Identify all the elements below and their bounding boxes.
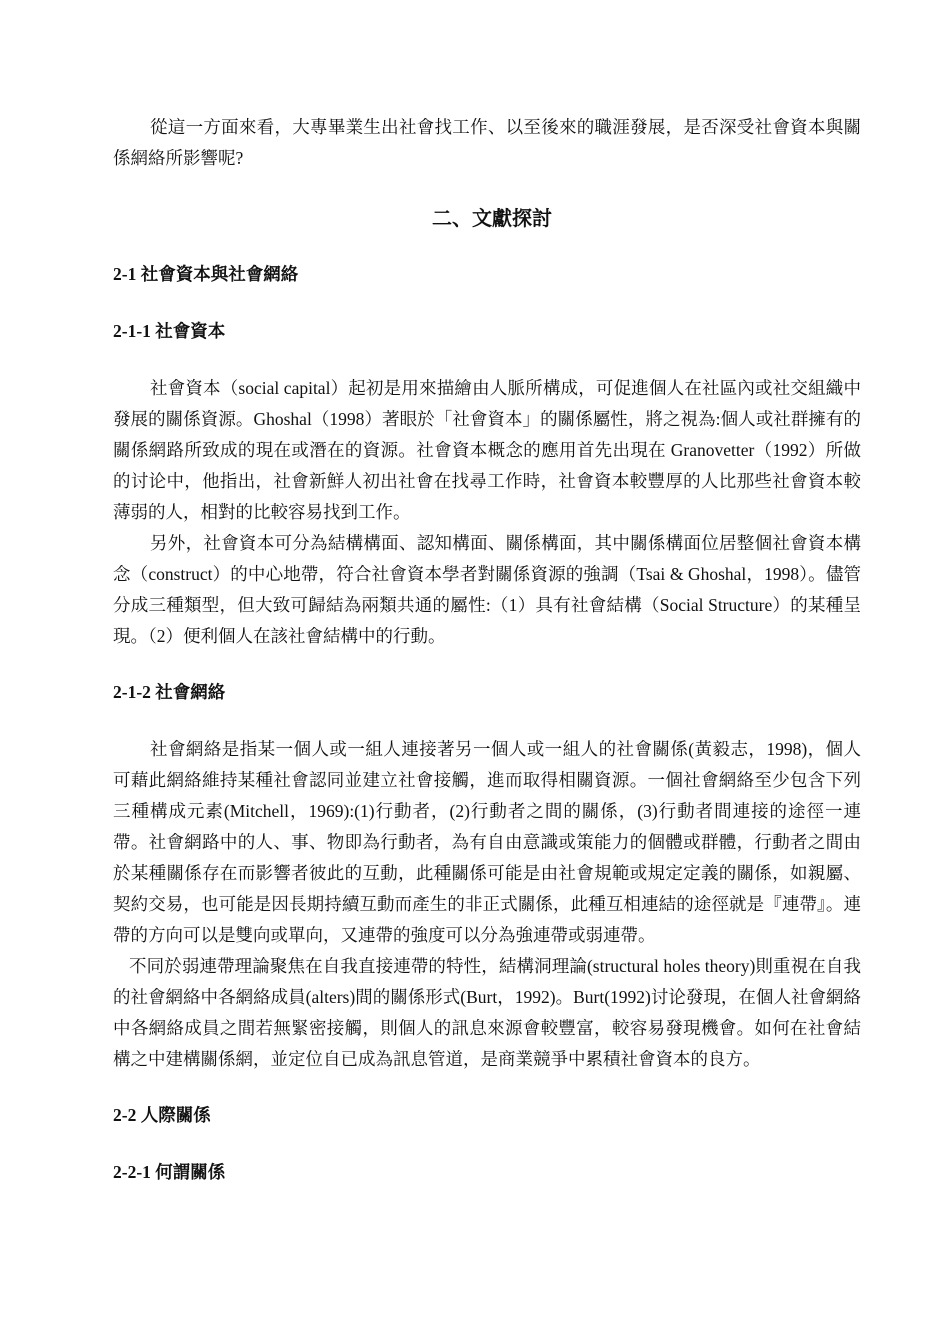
heading-2-1: 2-1 社會資本與社會網絡 bbox=[113, 264, 299, 284]
paragraph-social-capital-1: 社會資本（social capital）起初是用來描繪由人脈所構成，可促進個人在社區內或社交組織中發展的關係資源。Ghoshal（1998）著眼於「社會資本」的關係屬性，將之視為:個人或社群擁有的關係網路所致成的現在或潛在的資源。社會資本概念的應用首先出現在 Granovetter（1992）所做的讨论中，他指出，社會新鮮人初出社會在找尋工作時，社會資本較豐厚的人比那些社會資本較薄弱的人，相對的比較容易找到工作。 bbox=[113, 378, 861, 522]
document-page bbox=[113, 112, 861, 1188]
section-title: 二、文獻探討 bbox=[432, 208, 552, 230]
heading-2-1-2: 2-1-2 社會網絡 bbox=[113, 682, 226, 702]
intro-paragraph: 從這一方面來看，大專畢業生出社會找工作、以至後來的職涯發展，是否深受社會資本與關係網絡所影響呢? bbox=[113, 117, 861, 168]
heading-2-2: 2-2 人際關係 bbox=[113, 1105, 211, 1125]
heading-2-1-1: 2-1-1 社會資本 bbox=[113, 321, 226, 341]
paragraph-social-network-2: 不同於弱連帶理論聚焦在自我直接連帶的特性，結構洞理論(structural holes theory)則重視在自我的社會網絡中各網絡成員(alters)間的關係形式(Burt，1992)。Burt(1992)讨论發現，在個人社會網絡中各網絡成員之間若無緊密接觸，則個人的訊息來源會較豐富，較容易發現機會。如何在社會結構之中建構關係網，並定位自已成為訊息管道，是商業競爭中累積社會資本的良方。 bbox=[113, 956, 861, 1069]
paragraph-social-capital-2: 另外，社會資本可分為結構構面、認知構面、關係構面，其中關係構面位居整個社會資本構念（construct）的中心地帶，符合社會資本學者對關係資源的強調（Tsai & Ghoshal，1998）。儘管分成三種類型，但大致可歸結為兩類共通的屬性:（1）具有社會結構（Social Structure）的某種呈現。（2）便利個人在該社會結構中的行動。 bbox=[113, 533, 861, 646]
heading-2-2-1: 2-2-1 何謂關係 bbox=[113, 1162, 226, 1182]
paragraph-social-network-1: 社會網絡是指某一個人或一組人連接著另一個人或一組人的社會關係(黃毅志，1998)，個人可藉此網絡維持某種社會認同並建立社會接觸，進而取得相關資源。一個社會網絡至少包含下列三種構成元素(Mitchell，1969):(1)行動者，(2)行動者之間的關係，(3)行動者間連接的途徑一連帶。社會網路中的人、事、物即為行動者，為有自由意識或策能力的個體或群體，行動者之間由於某種關係存在而影響者彼此的互動，此種關係可能是由社會規範或規定定義的關係，如親屬、契約交易，也可能是因長期持續互動而產生的非正式關係，此種互相連結的途徑就是『連帶』。連帶的方向可以是雙向或單向，又連帶的強度可以分為強連帶或弱連帶。 bbox=[113, 739, 861, 945]
